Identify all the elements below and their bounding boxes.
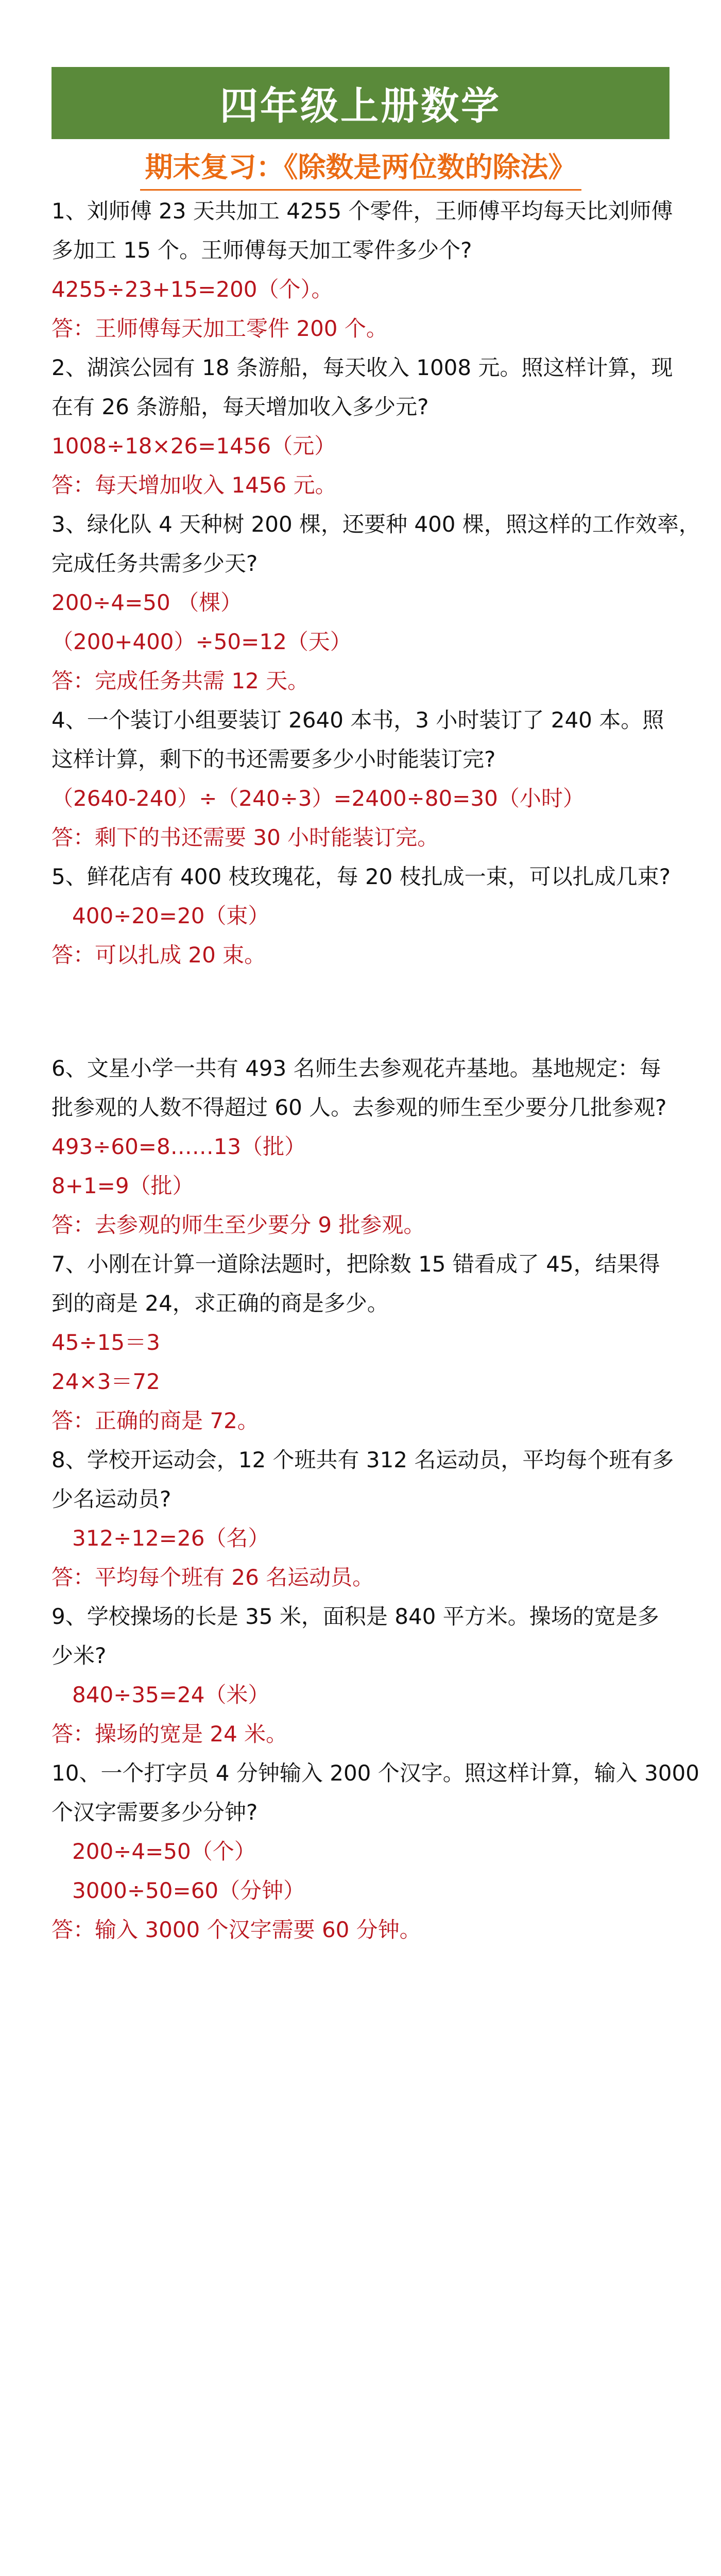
answer-line: 答：可以扎成 20 束。 bbox=[52, 942, 266, 968]
answer-line: 答：输入 3000 个汉字需要 60 分钟。 bbox=[52, 1917, 421, 1942]
page-title: 四年级上册数学 bbox=[220, 84, 501, 128]
question-line: 8、学校开运动会，12 个班共有 312 名运动员，平均每个班有多 bbox=[52, 1447, 674, 1472]
question-line: 3、绿化队 4 天种树 200 棵，还要种 400 棵，照这样的工作效率， bbox=[52, 512, 700, 537]
question-line: 2、湖滨公园有 18 条游船，每天收入 1008 元。照这样计算，现 bbox=[52, 355, 673, 380]
problem-block bbox=[52, 1754, 699, 1950]
solution-line: 24×3＝72 bbox=[52, 1369, 160, 1394]
solution-line: 8+1=9（批） bbox=[52, 1173, 194, 1198]
problem-block bbox=[52, 1440, 674, 1597]
problem-block bbox=[52, 1245, 670, 1440]
question-line: 9、学校操场的长是 35 米，面积是 840 平方米。操场的宽是多 bbox=[52, 1604, 659, 1629]
problem-section-top bbox=[52, 192, 700, 975]
answer-line: 答：平均每个班有 26 名运动员。 bbox=[52, 1565, 374, 1590]
answer-line: 答：正确的商是 72。 bbox=[52, 1408, 259, 1433]
solution-line: 4255÷23+15=200（个）。 bbox=[52, 277, 333, 302]
question-line: 4、一个装订小组要装订 2640 本书，3 小时装订了 240 本。照 bbox=[52, 707, 664, 733]
answer-line: 答：完成任务共需 12 天。 bbox=[52, 668, 310, 693]
problem-block bbox=[52, 1597, 670, 1754]
answer-line: 答：去参观的师生至少要分 9 批参观。 bbox=[52, 1212, 425, 1238]
question-line: 在有 26 条游船，每天增加收入多少元? bbox=[52, 394, 429, 419]
solution-line: 312÷12=26（名） bbox=[72, 1526, 270, 1551]
answer-line: 答：王师傅每天加工零件 200 个。 bbox=[52, 316, 388, 341]
question-line: 个汉字需要多少分钟? bbox=[52, 1800, 258, 1825]
answer-line: 答：操场的宽是 24 米。 bbox=[52, 1721, 288, 1747]
solution-line: （200+400）÷50=12（天） bbox=[52, 629, 352, 654]
question-line: 少名运动员? bbox=[52, 1486, 171, 1512]
problem-block bbox=[52, 1049, 670, 1245]
solution-line: 3000÷50=60（分钟） bbox=[72, 1878, 305, 1903]
question-line: 到的商是 24，求正确的商是多少。 bbox=[52, 1291, 389, 1316]
solution-line: 200÷4=50（个） bbox=[72, 1839, 256, 1864]
problem-block bbox=[52, 192, 673, 348]
question-line: 少米? bbox=[52, 1643, 107, 1668]
solution-line: 400÷20=20（束） bbox=[72, 903, 270, 928]
question-line: 10、一个打字员 4 分钟输入 200 个汉字。照这样计算，输入 3000 bbox=[52, 1760, 699, 1786]
solution-line: 840÷35=24（米） bbox=[72, 1682, 270, 1707]
problem-block bbox=[52, 348, 673, 505]
problem-section-bottom bbox=[52, 1049, 699, 1950]
problem-block bbox=[52, 701, 670, 857]
question-line: 1、刘师傅 23 天共加工 4255 个零件，王师傅平均每天比刘师傅 bbox=[52, 198, 673, 224]
answer-line: 答：剩下的书还需要 30 小时能装订完。 bbox=[52, 825, 439, 850]
solution-line: 200÷4=50 （棵） bbox=[52, 590, 243, 615]
solution-line: 493÷60=8……13（批） bbox=[52, 1134, 306, 1159]
problem-block bbox=[52, 505, 700, 701]
page-subtitle: 期末复习：《除数是两位数的除法》 bbox=[140, 145, 581, 191]
question-line: 7、小刚在计算一道除法题时，把除数 15 错看成了 45，结果得 bbox=[52, 1251, 660, 1277]
problem-block bbox=[52, 857, 670, 975]
question-line: 完成任务共需多少天? bbox=[52, 551, 258, 576]
question-line: 多加工 15 个。王师傅每天加工零件多少个? bbox=[52, 238, 472, 263]
question-line: 5、鲜花店有 400 枝玫瑰花，每 20 枝扎成一束，可以扎成几束? bbox=[52, 864, 671, 889]
solution-line: （2640-240）÷（240÷3）=2400÷80=30（小时） bbox=[52, 786, 585, 811]
question-line: 批参观的人数不得超过 60 人。去参观的师生至少要分几批参观? bbox=[52, 1095, 667, 1120]
answer-line: 答：每天增加收入 1456 元。 bbox=[52, 472, 337, 498]
question-line: 这样计算，剩下的书还需要多少小时能装订完? bbox=[52, 747, 496, 772]
question-line: 6、文星小学一共有 493 名师生去参观花卉基地。基地规定：每 bbox=[52, 1056, 661, 1081]
solution-line: 45÷15＝3 bbox=[52, 1330, 160, 1355]
subtitle-wrap bbox=[52, 145, 670, 191]
solution-line: 1008÷18×26=1456（元） bbox=[52, 433, 336, 459]
title-banner bbox=[52, 67, 670, 139]
